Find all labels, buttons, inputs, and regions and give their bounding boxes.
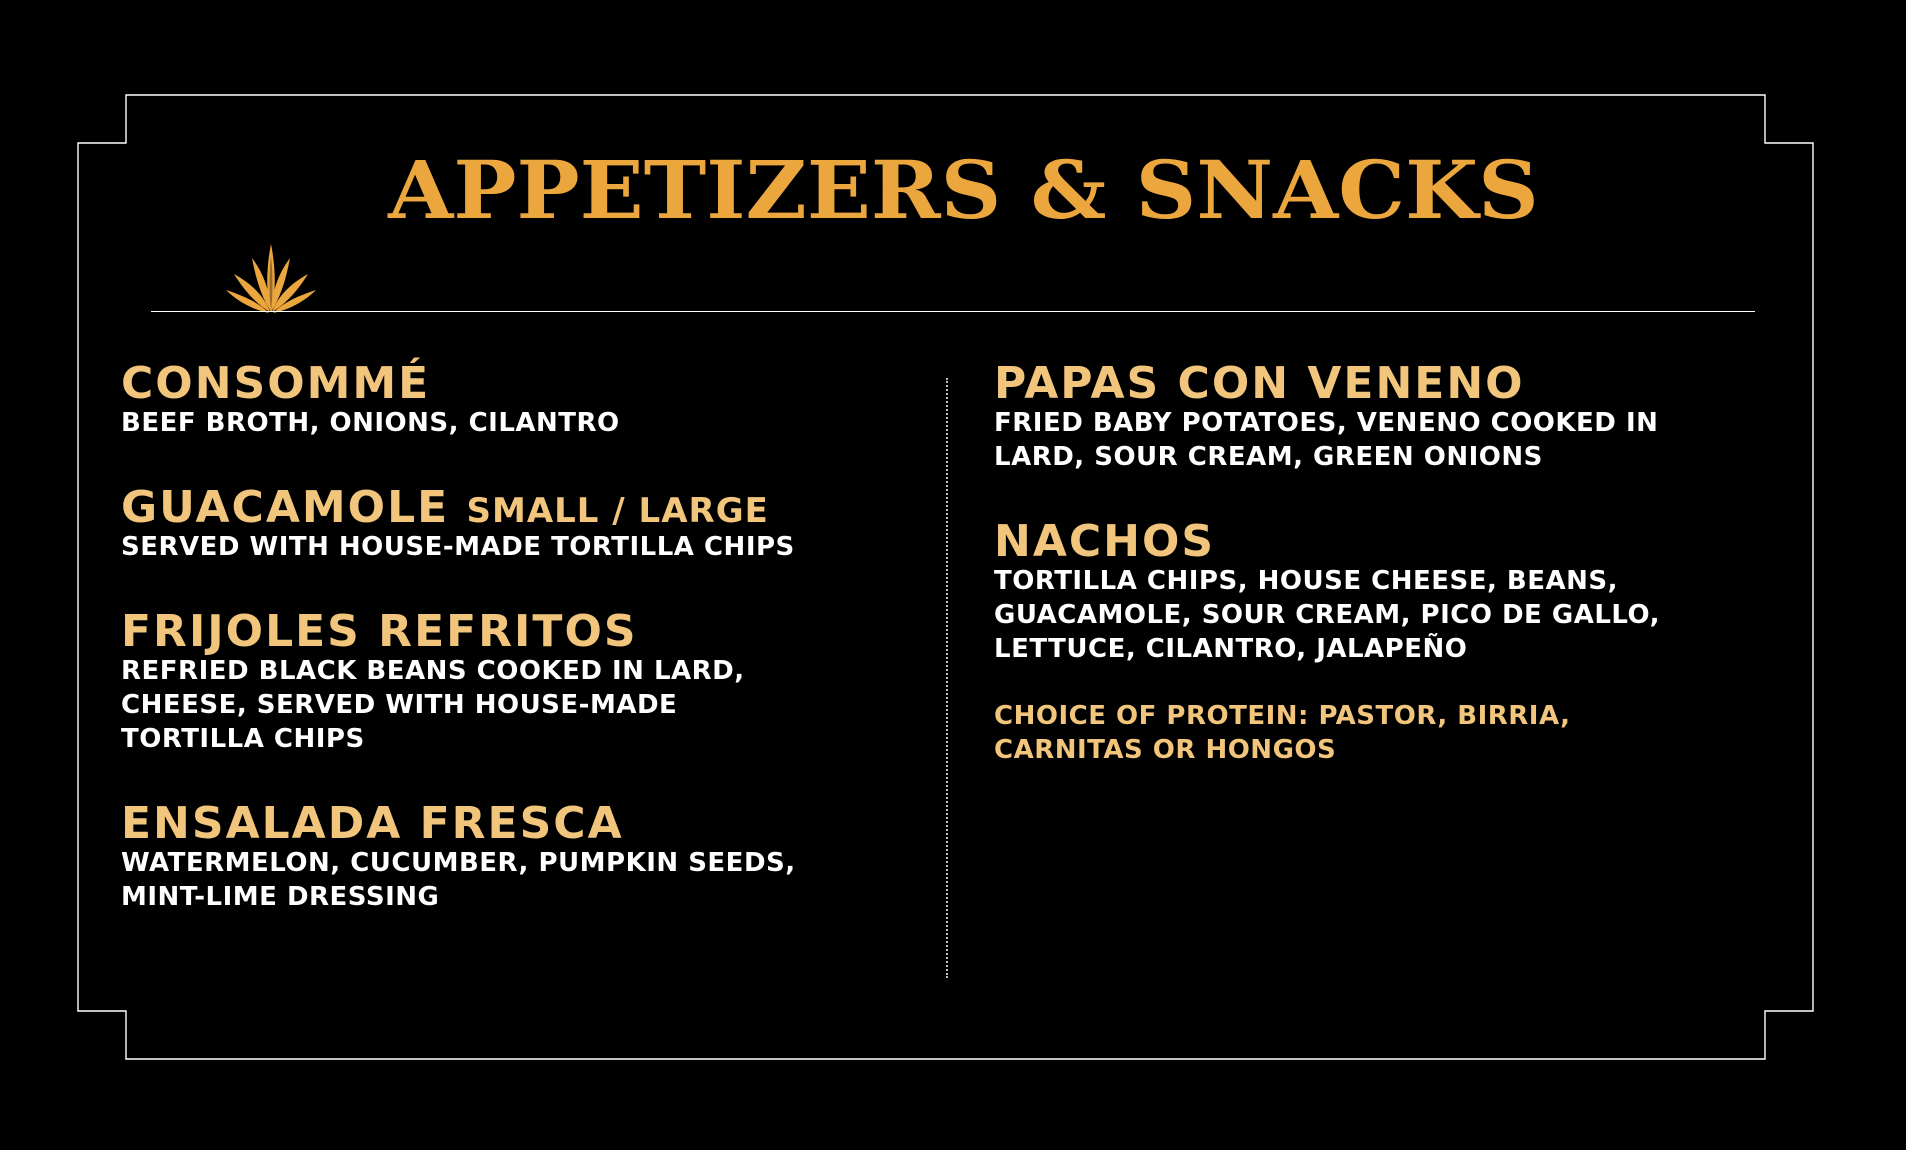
item-description: BEEF BROTH, ONIONS, CILANTRO <box>121 408 620 438</box>
item-name <box>121 358 921 409</box>
left-column <box>121 358 921 914</box>
item-name <box>994 516 1714 567</box>
item-description: TORTILLA CHIPS, HOUSE CHEESE, BEANS, GUACAMOLE, SOUR CREAM, PICO DE GALLO, LETTUCE, CILANTRO, JALAPEÑO <box>994 566 1660 664</box>
item-name <box>121 606 921 657</box>
menu-item-frijoles-refritos <box>121 606 921 756</box>
right-column <box>994 358 1714 767</box>
item-name-text: PAPAS CON VENENO <box>994 358 1525 409</box>
menu-item-guacamole <box>121 482 921 564</box>
agave-icon <box>226 244 316 314</box>
item-name <box>121 482 921 533</box>
item-name <box>994 358 1714 409</box>
item-description: WATERMELON, CUCUMBER, PUMPKIN SEEDS, MINT-LIME DRESSING <box>121 848 796 912</box>
item-name-text: GUACAMOLE <box>121 482 450 533</box>
item-size: SMALL / LARGE <box>466 491 769 531</box>
item-description: SERVED WITH HOUSE-MADE TORTILLA CHIPS <box>121 532 795 562</box>
menu-item-ensalada-fresca <box>121 798 921 914</box>
header-divider <box>151 311 1755 312</box>
page-title: APPETIZERS & SNACKS <box>388 143 1539 237</box>
item-name-text: ENSALADA FRESCA <box>121 798 624 849</box>
item-name-text: FRIJOLES REFRITOS <box>121 606 638 657</box>
item-name-text: NACHOS <box>994 516 1216 567</box>
item-protein-note: CHOICE OF PROTEIN: PASTOR, BIRRIA, CARNITAS OR HONGOS <box>994 701 1571 765</box>
menu-item-consomme <box>121 358 921 440</box>
item-description: FRIED BABY POTATOES, VENENO COOKED IN LARD, SOUR CREAM, GREEN ONIONS <box>994 408 1659 472</box>
menu-item-papas-con-veneno <box>994 358 1714 474</box>
item-name-text: CONSOMMÉ <box>121 358 431 409</box>
menu-item-nachos <box>994 516 1714 767</box>
column-divider <box>946 378 948 978</box>
item-description: REFRIED BLACK BEANS COOKED IN LARD, CHEESE, SERVED WITH HOUSE-MADE TORTILLA CHIPS <box>121 656 745 754</box>
item-name <box>121 798 921 849</box>
